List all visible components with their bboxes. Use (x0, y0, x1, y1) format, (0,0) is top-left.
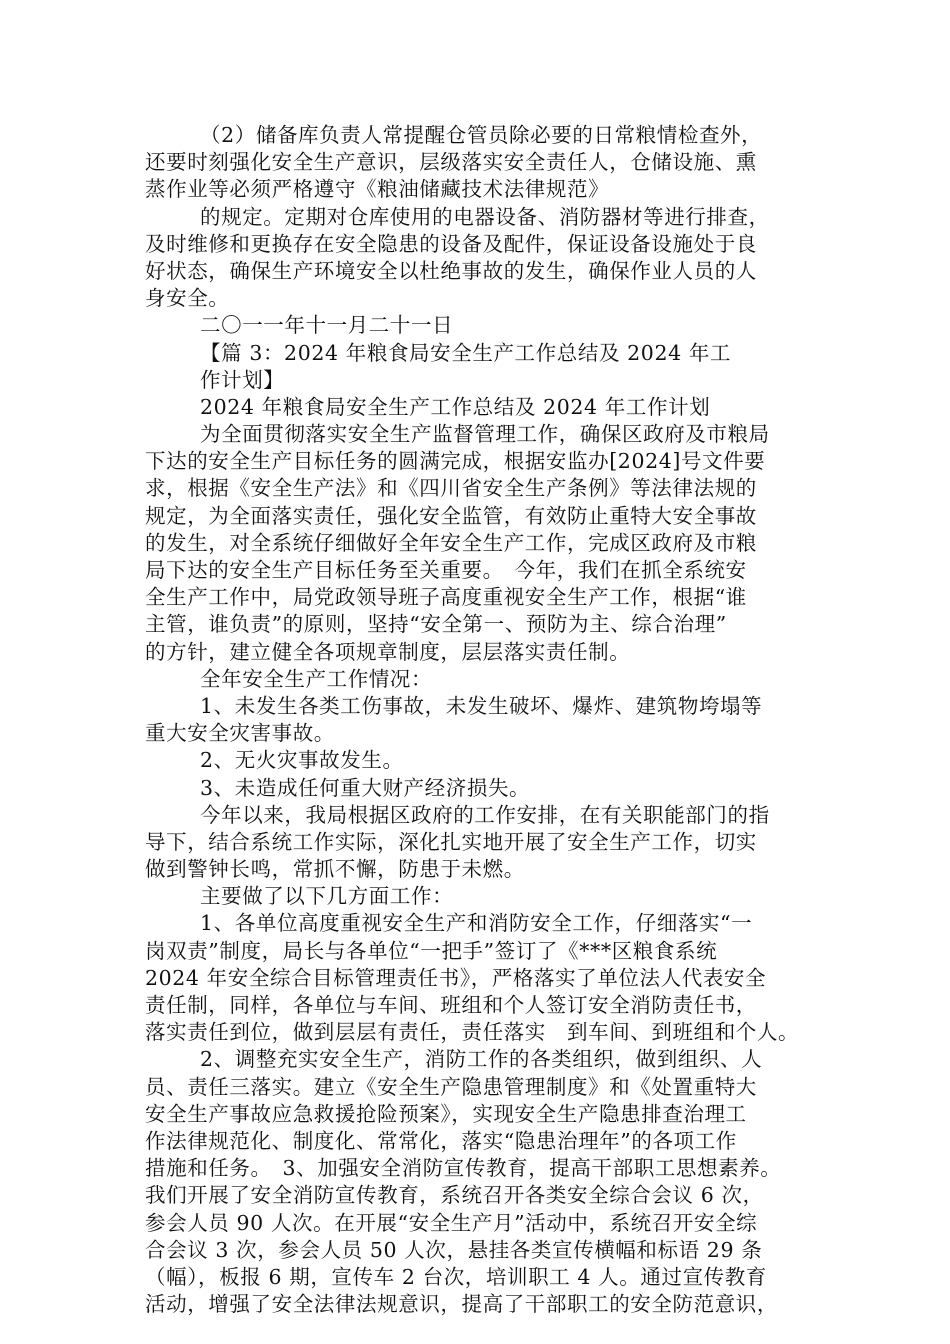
text-line: 主管，谁负责”的原则，坚持“安全第一、预防为主、综合治理” (145, 612, 727, 637)
text-line: 我们开展了安全消防宣传教育，系统召开各类安全综合会议 6 次， (145, 1183, 764, 1208)
text-line: 参会人员 90 人次。在开展“安全生产月”活动中，系统召开安全综 (145, 1210, 758, 1235)
text-line: 今年以来，我局根据区政府的工作安排，在有关职能部门的指 (200, 802, 770, 827)
text-line: 3、未造成任何重大财产经济损失。 (200, 775, 531, 800)
text-line: 岗双责”制度，局长与各单位“一把手”签订了《***区粮食系统 (145, 938, 718, 963)
text-line: 措施和任务。 3、加强安全消防宣传教育，提高干部职工思想素养。 (145, 1156, 782, 1181)
text-line: 身安全。 (145, 286, 230, 311)
text-line: 为全面贯彻落实安全生产监督管理工作，确保区政府及市粮局 (200, 422, 770, 447)
text-line: 好状态，确保生产环境安全以杜绝事故的发生，确保作业人员的人 (145, 258, 757, 283)
document-body (145, 122, 825, 1318)
text-line: 活动，增强了安全法律法规意识，提高了干部职工的安全防范意识， (145, 1292, 778, 1317)
text-line: 全生产工作中，局党政领导班子高度重视安全生产工作，根据“谁 (145, 585, 747, 610)
text-line: 的规定。定期对仓库使用的电器设备、消防器材等进行排查， (200, 204, 770, 229)
text-line: 全年安全生产工作情况： (200, 666, 433, 691)
text-line: 还要时刻强化安全生产意识，层级落实安全责任人，仓储设施、熏 (145, 150, 757, 175)
text-line: 导下，结合系统工作实际，深化扎实地开展了安全生产工作，切实 (145, 829, 757, 854)
text-line: 合会议 3 次，参会人员 50 人次，悬挂各类宣传横幅和标语 29 条 (145, 1237, 763, 1262)
text-line: 及时维修和更换存在安全隐患的设备及配件，保证设备设施处于良 (145, 231, 757, 256)
text-line: （幅），板报 6 期，宣传车 2 台次，培训职工 4 人。通过宣传教育 (145, 1264, 767, 1289)
text-line: 员、责任三落实。建立《安全生产隐患管理制度》和《处置重特大 (145, 1074, 757, 1099)
text-line: 局下达的安全生产目标任务至关重要。 今年，我们在抓全系统安 (145, 558, 747, 582)
text-line: 安全生产事故应急救援抢险预案》，实现安全生产隐患排查治理工 (145, 1101, 747, 1126)
text-line: （2）储备库负责人常提醒仓管员除必要的日常粮情检查外， (200, 123, 763, 147)
text-line: 1、各单位高度重视安全生产和消防安全工作，仔细落实“一 (200, 911, 753, 936)
text-line: 作法律规范化、制度化、常常化，落实“隐患治理年”的各项工作 (145, 1128, 737, 1153)
text-line: 下达的安全生产目标任务的圆满完成，根据安监办[2024]号文件要 (145, 449, 766, 474)
text-line: 作计划】 (200, 367, 285, 392)
text-line: 重大安全灾害事故。 (145, 721, 335, 746)
text-line: 的发生，对全系统仔细做好全年安全生产工作，完成区政府及市粮 (145, 530, 757, 555)
text-line: 2、无火灾事故发生。 (200, 748, 404, 773)
text-line: 二〇一一年十一月二十一日 (200, 313, 454, 338)
text-line: 蒸作业等必须严格遵守《粮油储藏技术法律规范》 (145, 177, 610, 202)
text-line: 落实责任到位，做到层层有责任，责任落实 到车间、到班组和个人。 (145, 1020, 800, 1045)
text-line: 做到警钟长鸣，常抓不懈，防患于未燃。 (145, 857, 525, 882)
text-line: 主要做了以下几方面工作： (200, 884, 454, 909)
text-line: 1、未发生各类工伤事故，未发生破坏、爆炸、建筑物垮塌等 (200, 693, 763, 718)
text-line: 求，根据《安全生产法》和《四川省安全生产条例》等法律法规的 (145, 476, 757, 501)
text-line: 2024 年安全综合目标管理责任书》，严格落实了单位法人代表安全 (145, 965, 767, 990)
text-line: 2024 年粮食局安全生产工作总结及 2024 年工作计划 (200, 394, 711, 419)
text-line: 2、调整充实安全生产，消防工作的各类组织，做到组织、人 (200, 1047, 763, 1072)
text-line: 规定，为全面落实责任，强化安全监管，有效防止重特大安全事故 (145, 503, 757, 528)
text-line: 【篇 3：2024 年粮食局安全生产工作总结及 2024 年工 (200, 340, 732, 365)
text-line: 的方针，建立健全各项规章制度，层层落实责任制。 (145, 639, 631, 664)
text-line: 责任制，同样，各单位与车间、班组和个人签订安全消防责任书， (145, 993, 757, 1017)
